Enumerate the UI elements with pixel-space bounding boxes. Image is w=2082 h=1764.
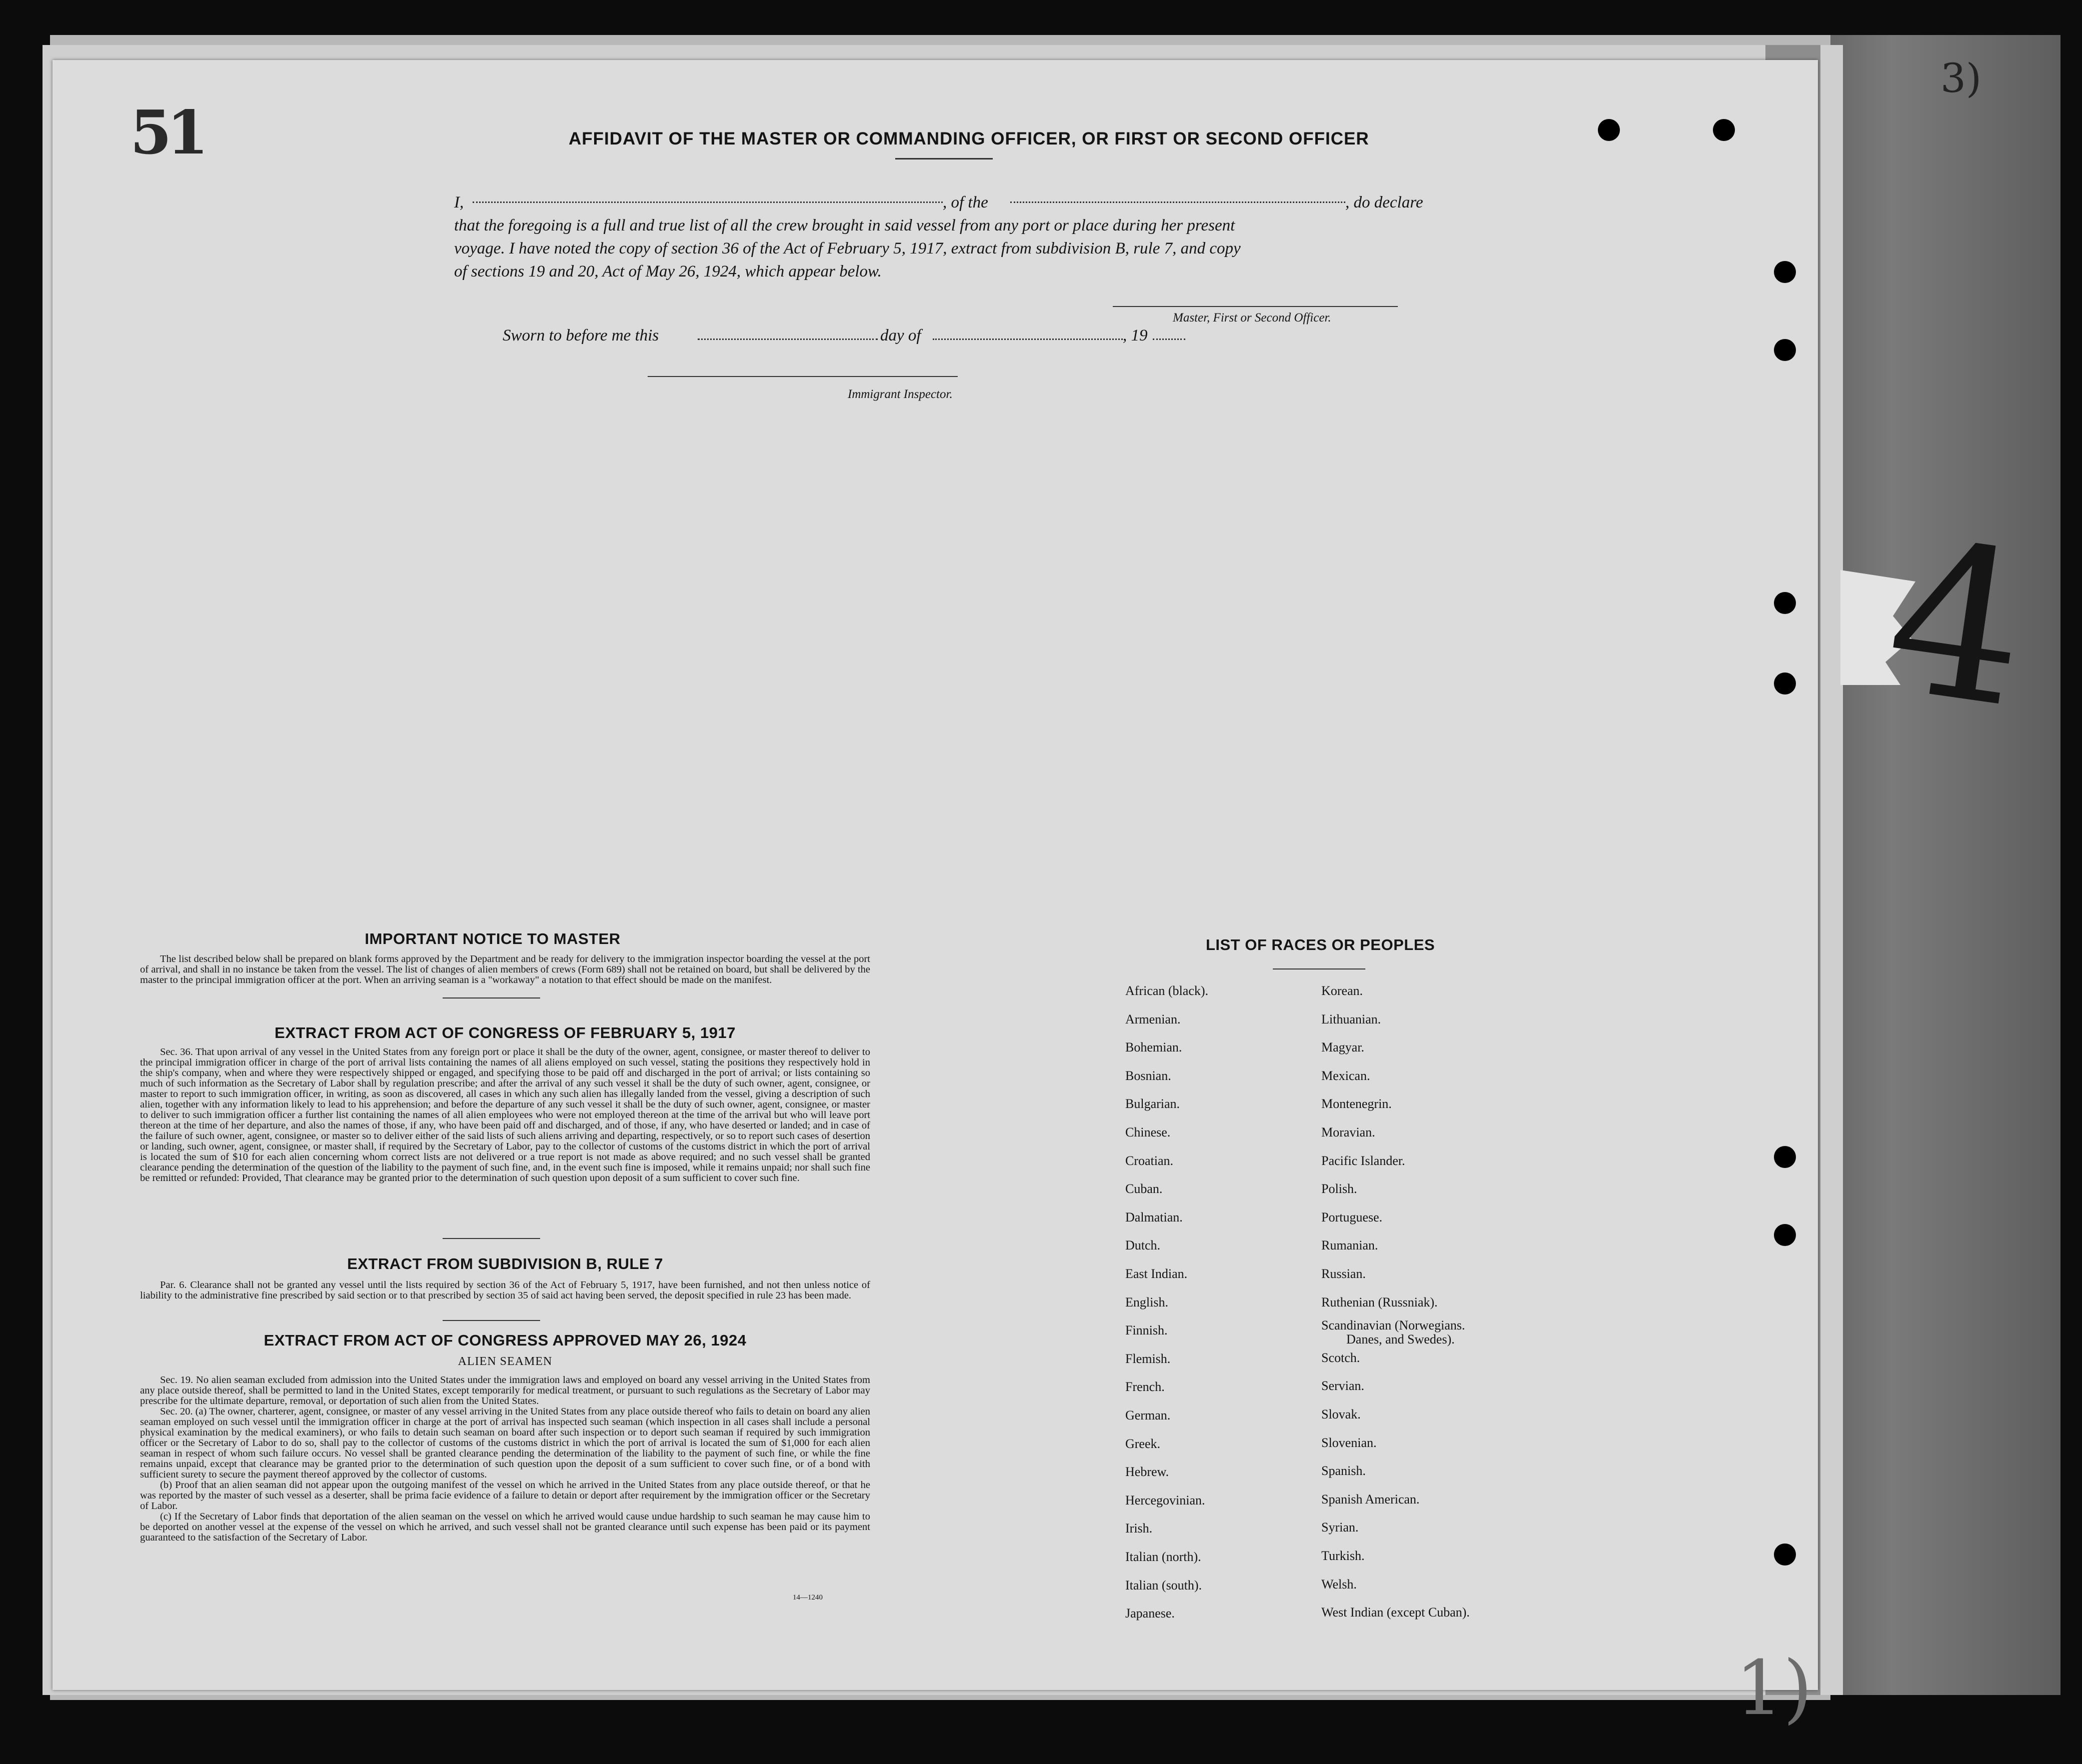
binder-hole — [1713, 119, 1735, 141]
binder-hole — [1774, 261, 1796, 283]
race-item: Chinese. — [1125, 1125, 1171, 1140]
race-item: Turkish. — [1321, 1548, 1365, 1563]
binder-hole — [1774, 592, 1796, 614]
form-number: 14—1240 — [793, 1594, 823, 1602]
inspector-caption: Immigrant Inspector. — [848, 388, 953, 401]
signer-caption: Master, First or Second Officer. — [1173, 311, 1331, 324]
extract-1924-body — [140, 1375, 870, 1543]
race-item: Italian (north). — [1125, 1550, 1201, 1564]
year-blank — [1153, 338, 1185, 340]
race-item: Scotch. — [1321, 1350, 1360, 1365]
affidavit-line1-start: I, — [454, 194, 464, 212]
binder-hole — [1774, 672, 1796, 694]
notice-title: IMPORTANT NOTICE TO MASTER — [365, 930, 621, 948]
race-item: Spanish. — [1321, 1464, 1366, 1478]
race-item: Syrian. — [1321, 1520, 1359, 1535]
race-item: Danes, and Swedes). — [1346, 1332, 1455, 1347]
section-rule — [443, 1238, 540, 1239]
races-rule — [1273, 968, 1365, 970]
race-item: Irish. — [1125, 1521, 1153, 1536]
race-item: Magyar. — [1321, 1040, 1364, 1055]
extract-1924-title: EXTRACT FROM ACT OF CONGRESS APPROVED MAY 26, 1924 — [264, 1332, 747, 1349]
race-item: Spanish American. — [1321, 1492, 1420, 1506]
extract-1917-title: EXTRACT FROM ACT OF CONGRESS OF FEBRUARY 5, 1917 — [275, 1024, 736, 1042]
corner-mark: 3) — [1940, 55, 1982, 102]
section-20c-text: (c) If the Secretary of Labor finds that deportation of the alien seaman on the vessel on which he arrived would cause undue hardship to such seaman he may cause him to be deported on another vessel at the expense of the vessel on which he arrived, and such vessel shall not be granted clearance until such expense has been paid or its payment guaranteed to the satisfaction of the Secretary of Labor. — [140, 1511, 870, 1543]
races-title: LIST OF RACES OR PEOPLES — [1205, 936, 1435, 954]
handwritten-number: 4 — [1874, 494, 2041, 756]
race-item: Ruthenian (Russniak). — [1321, 1294, 1438, 1310]
extract-1924-subtitle: ALIEN SEAMEN — [458, 1355, 553, 1368]
section-rule — [443, 1320, 540, 1321]
affidavit-line2: that the foregoing is a full and true list of all the crew brought in said vessel from any port or place during her present — [454, 216, 1235, 234]
race-item: Armenian. — [1125, 1012, 1181, 1026]
race-item: Servian. — [1321, 1378, 1364, 1394]
section-19-text: Sec. 19. No alien seaman excluded from admission into the United States under the immigration laws and employed on board any vessel arriving in the United States from any place outside thereof, shall be permitted to land in the United States, except temporarily for medical treatment, or pursuant to such regulations as the Secretary of Labor may prescribe for the ultimate departure, removal, or deportation of such alien from the United States. — [140, 1374, 870, 1406]
extract-1917-text: Sec. 36. That upon arrival of any vessel in the United States from any foreign port or place it shall be the duty of the owner, agent, consignee, or master thereof to deliver to the principal immigration officer in charge of the port of arrival lists containing the names of all aliens employed on such vessel, stating the positions they respectively hold in the ship's company, when and where they were respectively shipped or engaged, and specifying those to be paid off and discharged in the port of arrival; or lists containing so much of such information as the Secretary of Labor shall by regulation prescribe; and after the arrival of any such vessel it shall be the duty of such owner, agent, consignee, or master to report to such immigration officer, in writing, as soon as discovered, all cases in which any such alien has illegally landed from the vessel, giving a description of such alien, together with any information likely to lead to his apprehension; and before the departure of any such vessel it shall be the duty of such owner, agent, consignee, or master to deliver to such immigration officer a further list containing the names of all alien employees who were not employed thereon at the time of the arrival but who will leave port thereon at the time of her departure, and also the names of those, if any, who have been paid off and discharged, and of those, if any, who have deserted or landed; and in case of the failure of such owner, agent, consignee, or master so to deliver either of the said lists of such aliens arriving and departing, respectively, or so to report such cases of desertion or landing, such owner, agent, consignee, or master shall, if required by the Secretary of Labor, pay to the collector of customs of the customs district in which the port of arrival is located the sum of $10 for each alien concerning whom correct lists are not delivered or a true report is not made as above required; and no such vessel shall be granted clearance pending the determination of the question of the liability to the payment of such fine, and, in the event such fine is imposed, while it remains unpaid; nor shall such fine be remitted or refunded: Provided, That clearance may be granted prior to the determination of such question upon deposit of a sum sufficient to cover such fine. — [140, 1046, 870, 1184]
race-item: Finnish. — [1125, 1323, 1168, 1338]
rule7-title: EXTRACT FROM SUBDIVISION B, RULE 7 — [347, 1255, 663, 1272]
race-item: Cuban. — [1125, 1182, 1163, 1196]
year-label: , 19 — [1123, 326, 1148, 344]
binder-hole — [1774, 1224, 1796, 1246]
race-item: Croatian. — [1125, 1153, 1174, 1168]
rule7-text: Par. 6. Clearance shall not be granted any vessel until the lists required by section 36 of the Act of February 5, 1917, have been furnished, and not then unless notice of liability to the administrative fine prescribed by said section or to that prescribed by section 35 of said act having been served, the deposit specified in rule 23 has been made. — [140, 1280, 870, 1301]
binder-hole — [1774, 339, 1796, 361]
vessel-blank — [1010, 202, 1345, 203]
affidavit-line4: of sections 19 and 20, Act of May 26, 1924, which appear below. — [454, 262, 882, 280]
name-blank — [473, 202, 943, 203]
race-item: Bosnian. — [1125, 1068, 1171, 1083]
race-item: Japanese. — [1125, 1606, 1175, 1621]
race-item: Korean. — [1321, 984, 1363, 998]
sworn-label: Sworn to before me this — [503, 326, 659, 344]
affidavit-line3: voyage. I have noted the copy of section 36 of the Act of February 5, 1917, extract from subdivision B, rule 7, and copy — [454, 240, 1241, 258]
month-blank — [933, 338, 1123, 340]
inspector-signature-line — [648, 376, 958, 377]
race-item: English. — [1125, 1294, 1168, 1310]
race-item: Lithuanian. — [1321, 1012, 1381, 1026]
signature-line — [1113, 306, 1398, 307]
race-item: Portuguese. — [1321, 1210, 1383, 1224]
race-item: Italian (south). — [1125, 1578, 1202, 1592]
day-of-label: day of — [880, 326, 921, 344]
affidavit-line1-mid: , of the — [943, 194, 988, 212]
race-item: Dalmatian. — [1125, 1210, 1183, 1224]
race-item: Welsh. — [1321, 1576, 1357, 1592]
race-item: Greek. — [1125, 1436, 1161, 1451]
day-blank — [698, 338, 878, 340]
race-item: German. — [1125, 1408, 1171, 1422]
race-item: Hercegovinian. — [1125, 1492, 1205, 1508]
section-20a-text: Sec. 20. (a) The owner, charterer, agent, consignee, or master of any vessel arriving in the United States from any place outside thereof who fails to detain on board any alien seaman employed on such vessel until the immigration officer in charge at the port of arrival has inspected such seaman (which inspection in all cases shall include a personal physical examination by the medical examiners), or who fails to detain such seaman on board after such inspection or to deport such seaman if required by such immigration officer or the Secretary of Labor to do so, shall pay to the collector of customs of the customs district in which the port of arrival is located the sum of $1,000 for each alien seaman in respect of whom such failure occurs. No vessel shall be granted clearance pending the determination of the liability to the payment of such fine, or while the fine remains unpaid, except that clearance may be granted prior to the determination of such question upon the deposit of a sum sufficient to cover such fine, or of a bond with sufficient surety to secure the payment thereof approved by the collector of customs. — [140, 1406, 870, 1480]
race-item: Slovenian. — [1321, 1435, 1377, 1450]
affidavit-title: AFFIDAVIT OF THE MASTER OR COMMANDING OFFICER, OR FIRST OR SECOND OFFICER — [569, 129, 1369, 148]
binder-hole — [1774, 1146, 1796, 1168]
race-item: Hebrew. — [1125, 1464, 1169, 1480]
race-item: West Indian (except Cuban). — [1321, 1605, 1470, 1620]
binder-hole — [1598, 119, 1620, 141]
race-item: Scandinavian (Norwegians. — [1321, 1318, 1465, 1333]
binder-hole — [1774, 1544, 1796, 1566]
notice-text: The list described below shall be prepared on blank forms approved by the Department and be ready for delivery to the immigration inspector boarding the vessel at the port of arrival, and shall in no instance be taken from the vessel. The list of changes of alien members of crews (Form 689) shall not be retained on board, but shall be delivered by the master to the principal immigration officer at the port. When an arriving seaman is a "workaway" a notation to that effect should be made on the manifest. — [140, 954, 870, 986]
race-item: Bulgarian. — [1125, 1096, 1180, 1112]
affidavit-line1-end: , do declare — [1345, 194, 1423, 212]
race-item: Dutch. — [1125, 1238, 1161, 1253]
race-item: Russian. — [1321, 1266, 1366, 1281]
race-item: Moravian. — [1321, 1125, 1375, 1140]
race-item: Polish. — [1321, 1182, 1357, 1196]
race-item: Montenegrin. — [1321, 1096, 1392, 1112]
section-20b-text: (b) Proof that an alien seaman did not appear upon the outgoing manifest of the vessel on which he arrived in the United States from any place outside thereof, or that he was reported by the master of such vessel as a deserter, shall be prima facie evidence of a failure to detain or deport after requirement by the immigration officer or the Secretary of Labor. — [140, 1480, 870, 1512]
race-item: Slovak. — [1321, 1407, 1361, 1422]
race-item: East Indian. — [1125, 1266, 1188, 1281]
page-number: 51 — [130, 98, 204, 168]
race-item: Rumanian. — [1321, 1238, 1378, 1253]
race-item: Pacific Islander. — [1321, 1153, 1405, 1168]
race-item: African (black). — [1125, 984, 1209, 998]
race-item: Mexican. — [1321, 1068, 1370, 1083]
corner-mark: 1) — [1735, 1645, 1812, 1732]
race-item: French. — [1125, 1380, 1165, 1394]
race-item: Flemish. — [1125, 1351, 1171, 1366]
race-item: Bohemian. — [1125, 1040, 1182, 1055]
title-rule — [895, 158, 993, 160]
